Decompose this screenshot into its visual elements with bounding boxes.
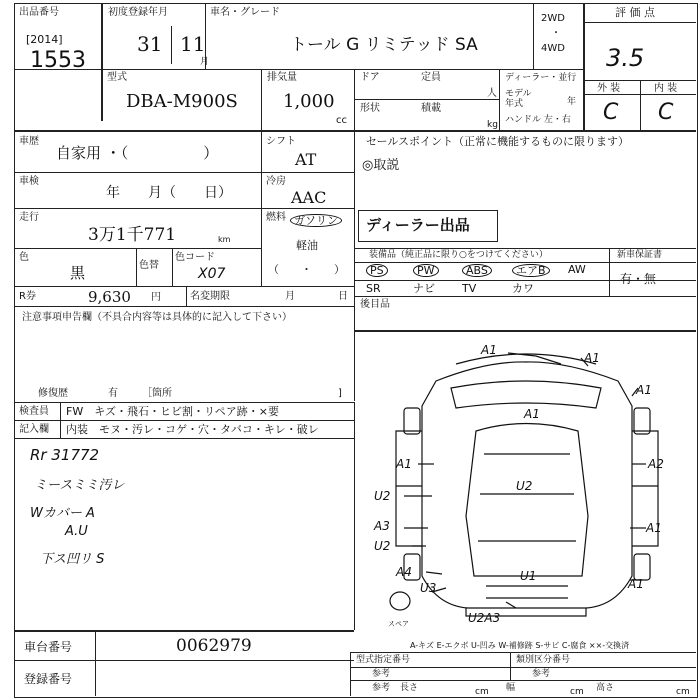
car-damage-diagram: [356, 336, 696, 632]
fuel-gasoline: ガソリン: [290, 214, 342, 227]
km-unit: km: [218, 235, 231, 244]
repair-value: 有: [108, 388, 118, 399]
height-label: 高さ: [596, 683, 615, 693]
equipment-item: AW: [568, 263, 586, 276]
model-year-label: モデル年式: [505, 89, 532, 109]
capacity-label: 定員: [421, 72, 441, 83]
category-label: 類別区分番号: [516, 655, 571, 665]
history-label: 車歴: [19, 136, 39, 147]
height-cm: cm: [676, 687, 690, 697]
shape-label: 形状: [360, 103, 380, 114]
reg-no-label: 登録番号: [24, 672, 73, 686]
equipment-item: PW: [413, 264, 439, 277]
warranty-value: 有・無: [620, 272, 657, 286]
note-line-4: A.U: [65, 524, 88, 539]
recycle-value: 9,630: [88, 288, 131, 306]
score-label: 評 価 点: [615, 6, 655, 19]
door-label: ドア: [360, 72, 380, 83]
equipment-item: TV: [462, 282, 477, 295]
mark-a1-left: A1: [396, 457, 412, 471]
note-line-3: Wカバー A: [30, 506, 95, 521]
shift-value: AT: [295, 150, 317, 169]
cc-unit: cc: [336, 115, 347, 126]
note-line-1: Rr 31772: [30, 446, 100, 464]
score-value: 3.5: [606, 44, 645, 72]
location-close: ]: [338, 388, 342, 399]
car-name: トール G リミテッド SA: [290, 35, 478, 55]
model-label: 型式: [107, 72, 127, 83]
mark-a1-right-front: A1: [636, 383, 652, 397]
ref-label-1: 参考: [372, 669, 391, 679]
reg-year: 31: [137, 32, 163, 56]
equipment-item: エアB: [512, 264, 550, 277]
fw-row: FW キズ・飛石・ヒビ割・リペア跡・×要: [66, 405, 279, 418]
equipment-item: PS: [366, 264, 388, 277]
dealer-label: ディーラー・並行: [505, 73, 577, 83]
width-cm: cm: [570, 687, 584, 697]
color-change-label: 色替: [139, 260, 159, 271]
color-label: 色: [19, 252, 29, 263]
exterior-label: 外 装: [597, 83, 621, 94]
mark-a1-front: A1: [481, 343, 497, 357]
repair-label: 修復歴: [38, 388, 68, 399]
displacement-label: 排気量: [267, 72, 297, 83]
warranty-label: 新車保証書: [617, 250, 663, 260]
ref-label-2: 参考: [532, 669, 551, 679]
load-label: 積載: [421, 103, 441, 114]
history-value: 自家用 ・（ ）: [56, 144, 219, 162]
width-label: 幅: [506, 683, 516, 693]
mark-u2-roof: U2: [516, 479, 533, 493]
notes-title: 注意事項申告欄（不具合内容等は具体的に記入して下さい）: [22, 312, 292, 323]
color-code: X07: [198, 266, 226, 282]
sales-point-label: セールスポイント（正常に機能するものに限ります）: [366, 135, 630, 148]
recycle-label: R券: [19, 291, 36, 302]
drive-4wd: 4WD: [541, 43, 565, 54]
mark-a1-right-lower: A1: [646, 521, 662, 535]
interior-label: 内 装: [654, 83, 678, 94]
mark-a1-hood: A1: [524, 407, 540, 421]
spare-label: スペア: [388, 620, 409, 628]
lot-no-label: 出品番号: [19, 7, 59, 18]
mark-u2a3-rear: U2A3: [468, 611, 501, 625]
reg-month: 11: [180, 32, 206, 56]
car-name-label: 車名・グレード: [210, 7, 280, 18]
inspection-value: 年 月（ 日）: [106, 185, 232, 201]
ac-value: AAC: [291, 188, 327, 207]
drive-2wd: 2WD: [541, 13, 565, 24]
interior-grade: C: [658, 100, 674, 125]
mark-a4-left: A4: [396, 565, 412, 579]
shift-label: シフト: [266, 136, 296, 147]
inspection-label: 車検: [19, 176, 39, 187]
person-unit: 人: [487, 88, 497, 99]
lot-number: 1553: [30, 48, 86, 73]
mark-a3-left: A3: [374, 519, 390, 533]
chassis-label: 車台番号: [24, 640, 73, 654]
location-label: ［箇所: [142, 388, 172, 399]
note-line-2: ミースミミ汚レ: [34, 478, 125, 493]
month-unit: 月: [200, 57, 210, 67]
mark-a1-front-right: A1: [584, 351, 600, 365]
rear-seat-label: 後目品: [360, 299, 390, 310]
mark-u2-left: U2: [374, 489, 391, 503]
sales-item-1: ◎取説: [362, 158, 400, 173]
fuel-blank: （ ・ ）: [268, 263, 345, 276]
mark-u2-left-lower: U2: [374, 539, 391, 553]
drive-dot: ・: [551, 28, 561, 39]
equipment-item: カワ: [512, 282, 534, 295]
entry-label: 記入欄: [19, 424, 49, 435]
dealer-badge-text: ディーラー出品: [366, 216, 470, 234]
color-code-label: 色コード: [175, 252, 215, 263]
equipment-label: 装備品（純正品に限り○をつけてください）: [369, 250, 548, 260]
yen-unit: 円: [151, 292, 161, 303]
equipment-item: ABS: [462, 264, 492, 277]
mark-u1-trunk: U1: [520, 569, 537, 583]
handle-label: ハンドル 左・右: [505, 115, 571, 125]
mileage-value: 3万1千771: [88, 225, 177, 245]
year-unit: 年: [567, 97, 577, 107]
mark-a2-right: A2: [648, 457, 664, 471]
equipment-item: SR: [366, 282, 381, 295]
ac-label: 冷房: [266, 176, 286, 187]
color-value: 黒: [70, 264, 86, 282]
length-cm: cm: [475, 687, 489, 697]
name-change-label: 名変期限: [190, 291, 230, 302]
designated-label: 型式指定番号: [356, 655, 411, 665]
fuel-diesel: 軽油: [296, 239, 318, 252]
year-tag: [2014]: [26, 33, 63, 46]
interior-row: 内装 モヌ・汚レ・コゲ・穴・タバコ・キレ・破レ: [66, 423, 319, 436]
mark-u3-rear: U3: [420, 581, 437, 595]
damage-legend: A-キズ E-エクボ U-凹み W-補修跡 S-サビ C-腐食 ××-交換済: [410, 641, 630, 650]
model-value: DBA-M900S: [126, 91, 238, 112]
length-label: 長さ: [400, 683, 419, 693]
first-reg-label: 初度登録年月: [108, 7, 168, 18]
exterior-grade: C: [603, 100, 619, 125]
chassis-value: 0062979: [176, 636, 252, 656]
mileage-label: 走行: [19, 212, 39, 223]
displacement-value: 1,000: [283, 91, 335, 112]
mark-a1-rear-right: A1: [628, 577, 644, 591]
kg-unit: kg: [487, 120, 498, 130]
equipment-item: ナビ: [413, 282, 435, 295]
inspector-label: 検査員: [19, 406, 49, 417]
note-line-5: 下ス凹リ S: [40, 552, 105, 567]
ref-label-3: 参考: [372, 683, 391, 693]
month-label: 月: [285, 291, 295, 302]
fuel-label: 燃料: [266, 212, 286, 223]
day-label: 日: [338, 291, 348, 302]
